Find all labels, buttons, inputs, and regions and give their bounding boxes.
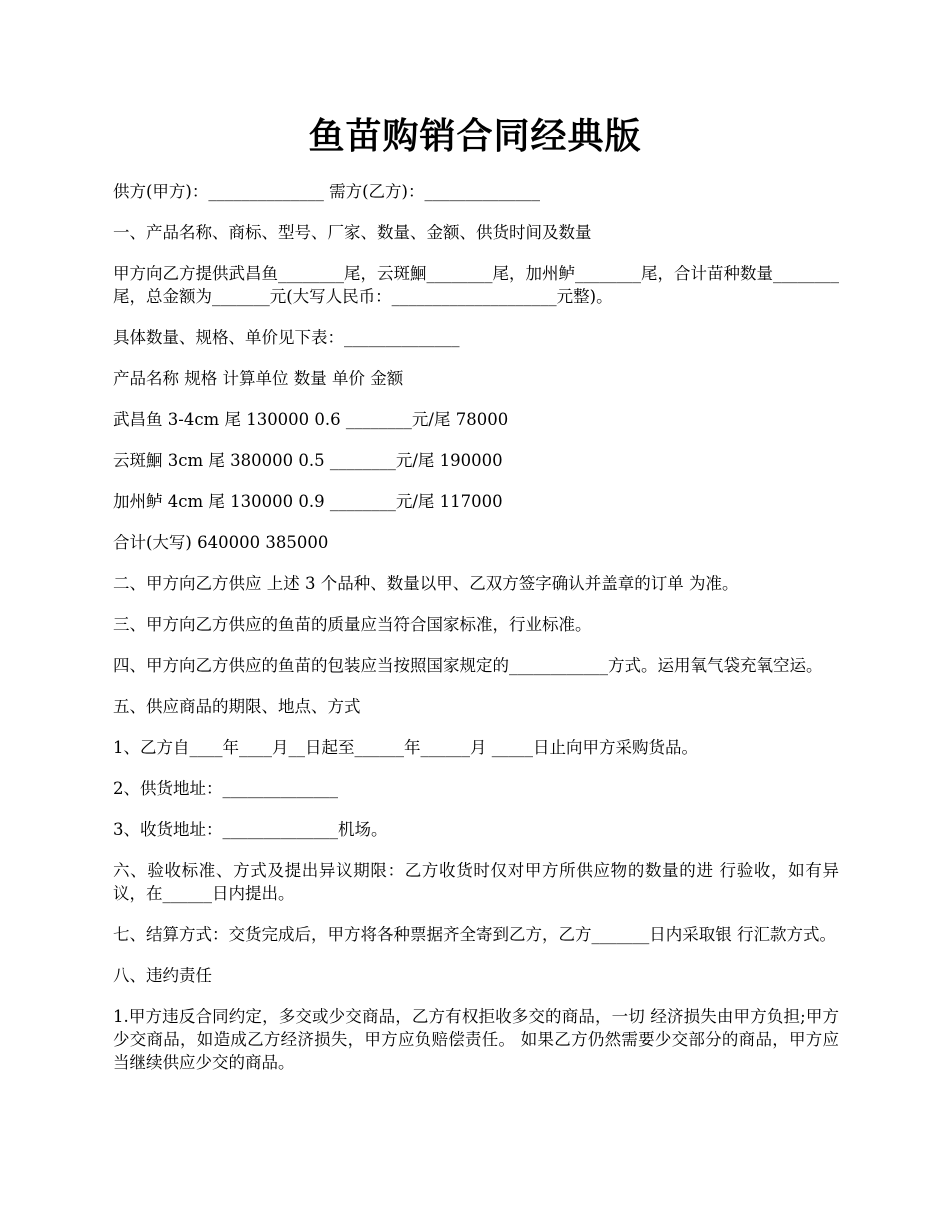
section-7: 七、结算方式：交货完成后，甲方将各种票据齐全寄到乙方，乙方_______日内采取银 行汇款方式。 (113, 925, 836, 944)
section-5-heading: 五、供应商品的期限、地点、方式 (113, 697, 361, 716)
section-5-item-1: 1、乙方自____年____月__日起至______年______月 _____日止向甲方采购货品。 (113, 738, 698, 757)
section-8-item-1: 1.甲方违反合同约定，多交或少交商品，乙方有权拒收多交的商品，一切 经济损失由甲方负担;甲方少交商品，如造成乙方经济损失，甲方应负赔偿责任。 如果乙方仍然需要少交部分的商品，甲方应当继续供应少交的商品。 (113, 1007, 839, 1072)
document-title: 鱼苗购销合同经典版 (308, 115, 642, 157)
table-header-line: 产品名称 规格 计算单位 数量 单价 金额 (113, 369, 404, 388)
document-body (113, 180, 839, 1092)
section-4: 四、甲方向乙方供应的鱼苗的包装应当按照国家规定的____________方式。运用氧气袋充氧空运。 (113, 656, 823, 675)
section-6: 六、验收标准、方式及提出异议期限：乙方收货时仅对甲方所供应物的数量的进 行验收，如有异议，在______日内提出。 (113, 861, 839, 903)
section-5-item-3: 3、收货地址：______________机场。 (113, 820, 388, 839)
section-8-heading: 八、违约责任 (113, 966, 212, 985)
section-1-heading: 一、产品名称、商标、型号、厂家、数量、金额、供货时间及数量 (113, 223, 592, 242)
table-total-line: 合计(大写) 640000 385000 (113, 533, 329, 552)
section-3: 三、甲方向乙方供应的鱼苗的质量应当符合国家标准，行业标准。 (113, 615, 592, 634)
section-1-supply-text: 甲方向乙方提供武昌鱼________尾，云斑鮰________尾，加州鲈________尾，合计苗种数量________尾，总金额为_______元(大写人民币：____________________元整)。 (113, 264, 839, 306)
table-reference-line: 具体数量、规格、单价见下表：______________ (113, 328, 460, 347)
section-5-item-2: 2、供货地址：______________ (113, 779, 338, 798)
section-2: 二、甲方向乙方供应 上述 3 个品种、数量以甲、乙双方签字确认并盖章的订单 为准。 (113, 574, 739, 593)
table-row-wuchang: 武昌鱼 3-4cm 尾 130000 0.6 ________元/尾 78000 (113, 410, 509, 429)
table-row-jiazhou: 加州鲈 4cm 尾 130000 0.9 ________元/尾 117000 (113, 492, 503, 511)
parties-line: 供方(甲方)：______________ 需方(乙方)：______________ (113, 182, 540, 201)
table-row-yunban: 云斑鮰 3cm 尾 380000 0.5 ________元/尾 190000 (113, 451, 503, 470)
